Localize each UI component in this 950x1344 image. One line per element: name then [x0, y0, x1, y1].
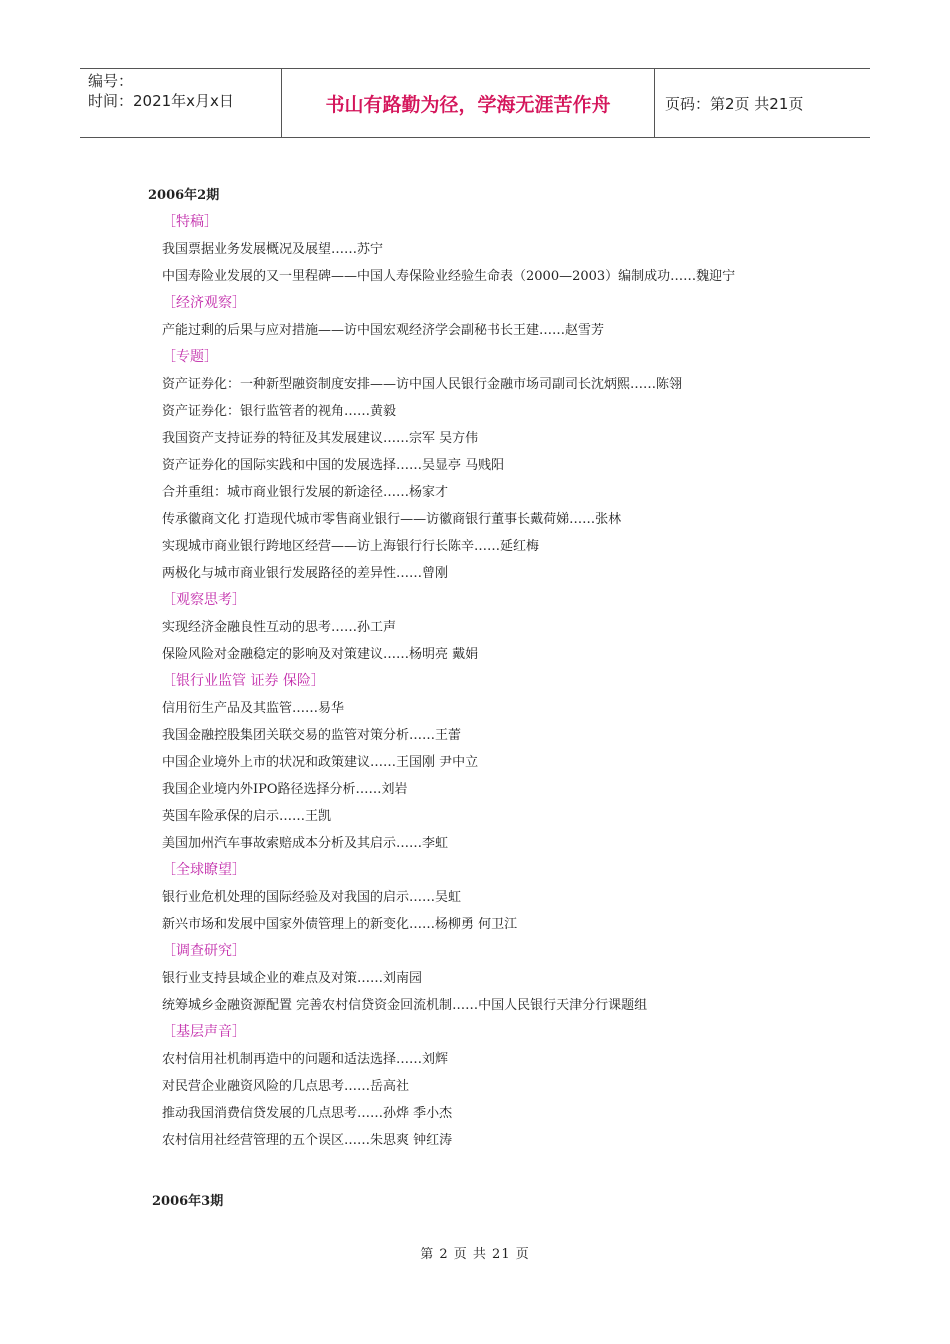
number-label: 编号：	[88, 72, 134, 90]
motto: 书山有路勤为径，学海无涯苦作舟	[282, 69, 655, 137]
toc-item: 银行业支持县域企业的难点及对策……刘南园	[162, 971, 423, 986]
toc-item: 两极化与城市商业银行发展路径的差异性……曾刚	[162, 566, 449, 581]
toc-item: 银行业危机处理的国际经验及对我国的启示……吴虹	[162, 890, 462, 905]
toc-item: 保险风险对金融稳定的影响及对策建议……杨明亮 戴娟	[162, 647, 479, 662]
toc-item: 农村信用社经营管理的五个误区……朱思爽 钟红涛	[162, 1133, 453, 1148]
header-left-cell	[80, 69, 282, 137]
section-heading: ［专题］	[162, 349, 218, 365]
toc-item: 我国企业境内外IPO路径选择分析……刘岩	[162, 782, 408, 797]
toc-item: 资产证券化：一种新型融资制度安排——访中国人民银行金融市场司副司长沈炳熙……陈翎	[162, 377, 683, 392]
issue-title: 2006年2期	[148, 188, 220, 203]
toc-item: 实现经济金融良性互动的思考……孙工声	[162, 620, 397, 635]
toc-item: 农村信用社机制再造中的问题和适法选择……刘辉	[162, 1052, 449, 1067]
toc-item: 产能过剩的后果与应对措施——访中国宏观经济学会副秘书长王建……赵雪芳	[162, 323, 605, 338]
next-issue-title: 2006年3期	[152, 1194, 224, 1209]
section-heading: ［全球瞭望］	[162, 862, 246, 878]
time-label: 时间：2021年x月x日	[88, 92, 234, 110]
page-footer: 第 2 页 共 21 页	[420, 1247, 530, 1262]
section-heading: ［基层声音］	[162, 1024, 246, 1040]
toc-item: 美国加州汽车事故索赔成本分析及其启示……李虹	[162, 836, 449, 851]
toc-item: 中国企业境外上市的状况和政策建议……王国刚 尹中立	[162, 755, 479, 770]
toc-item: 对民营企业融资风险的几点思考……岳高社	[162, 1079, 410, 1094]
toc-item: 传承徽商文化 打造现代城市零售商业银行——访徽商银行董事长戴荷娣……张林	[162, 512, 622, 527]
toc-item: 我国资产支持证券的特征及其发展建议……宗军 吴方伟	[162, 431, 479, 446]
section-heading: ［观察思考］	[162, 592, 246, 608]
toc-item: 推动我国消费信贷发展的几点思考……孙烨 季小杰	[162, 1106, 453, 1121]
toc-item: 中国寿险业发展的又一里程碑——中国人寿保险业经验生命表（2000—2003）编制成功……魏迎宁	[162, 269, 736, 284]
toc-item: 统筹城乡金融资源配置 完善农村信贷资金回流机制……中国人民银行天津分行课题组	[162, 998, 648, 1013]
toc-item: 英国车险承保的启示……王凯	[162, 809, 332, 824]
toc-content	[148, 182, 868, 1154]
section-heading: ［银行业监管 证券 保险］	[162, 673, 325, 689]
toc-item: 资产证券化的国际实践和中国的发展选择……吴显亭 马贱阳	[162, 458, 505, 473]
section-heading: ［特稿］	[162, 214, 218, 230]
page-label: 页码：第2页 共21页	[665, 94, 804, 113]
section-heading: ［经济观察］	[162, 295, 246, 311]
toc-item: 实现城市商业银行跨地区经营——访上海银行行长陈辛……延红梅	[162, 539, 540, 554]
toc-item: 资产证券化：银行监管者的视角……黄毅	[162, 404, 397, 419]
toc-item: 我国票据业务发展概况及展望……苏宁	[162, 242, 384, 257]
page-header	[80, 68, 870, 138]
toc-item: 合并重组：城市商业银行发展的新途径……杨家才	[162, 485, 449, 500]
toc-item: 新兴市场和发展中国家外债管理上的新变化……杨柳勇 何卫江	[162, 917, 518, 932]
toc-item: 我国金融控股集团关联交易的监管对策分析……王蕾	[162, 728, 462, 743]
toc-item: 信用衍生产品及其监管……易华	[162, 701, 345, 716]
section-heading: ［调查研究］	[162, 943, 246, 959]
